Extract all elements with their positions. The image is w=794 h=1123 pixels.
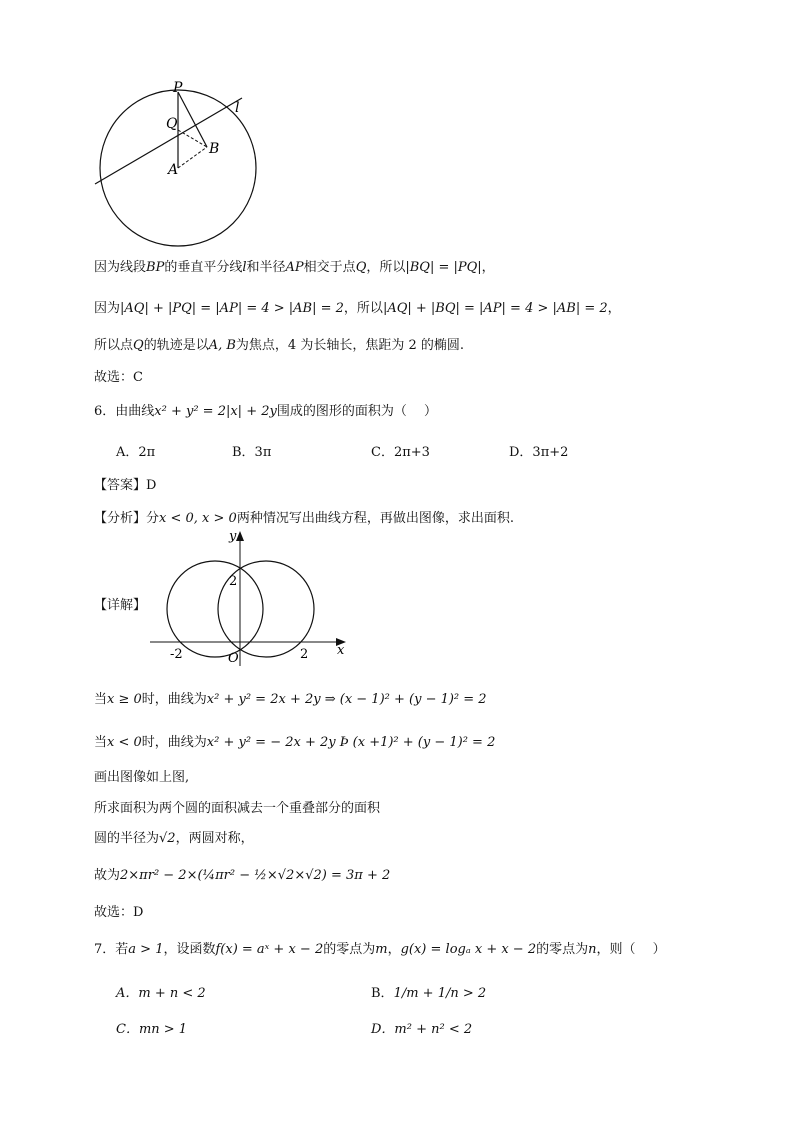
q7-option-a: A．m + n < 2	[116, 986, 206, 1001]
q5-answer: 故选：C	[94, 370, 143, 385]
q7-option-d: D．m² + n² < 2	[371, 1022, 473, 1037]
label-x: x	[337, 643, 345, 658]
label-y: y	[229, 529, 237, 544]
q6-draw-line: 画出图像如上图,	[94, 770, 190, 785]
q6-option-c: C．2π+3	[371, 445, 430, 460]
q7-option-c: C．mn > 1	[116, 1022, 188, 1037]
y-axis-arrow-icon	[236, 531, 244, 541]
q5-line-3: 所以点Q的轨迹是以A, B为焦点，4 为长轴长，焦距为 2 的椭圆.	[94, 338, 464, 353]
q6-result-line: 故为2×πr² − 2×(¼πr² − ½×√2×√2) = 3π + 2	[94, 868, 391, 883]
q6-stem: 6．由曲线x² + y² = 2|x| + 2y围成的图形的面积为（ ）	[94, 404, 437, 419]
two-circle-graph	[148, 528, 358, 668]
label-O: O	[228, 651, 239, 666]
q6-final-answer: 故选：D	[94, 905, 144, 920]
q6-radius-line: 圆的半径为√2，两圆对称，	[94, 831, 254, 846]
label-2-right: 2	[300, 647, 309, 662]
label-neg2: -2	[170, 647, 183, 662]
q6-answer: 【答案】D	[94, 478, 157, 493]
label-B: B	[209, 141, 220, 157]
label-l: l	[235, 100, 240, 116]
q6-option-b: B．3π	[232, 445, 272, 460]
q7-stem: 7．若a > 1，设函数f(x) = aˣ + x − 2的零点为m，g(x) = logₐ x + x − 2的零点为n，则（ ）	[94, 942, 666, 957]
left-circle	[167, 561, 263, 657]
label-A: A	[168, 162, 179, 178]
label-2-top: 2	[229, 574, 238, 589]
q6-option-a: A．2π	[116, 445, 156, 460]
q5-line-2: 因为|AQ| + |PQ| = |AP| = 4 > |AB| = 2，所以|AQ| + |BQ| = |AP| = 4 > |AB| = 2，	[94, 301, 621, 316]
q6-case-1: 当x ≥ 0时，曲线为x² + y² = 2x + 2y ⇒ (x − 1)² + (y − 1)² = 2	[94, 692, 487, 707]
q6-area-line: 所求面积为两个圆的面积减去一个重叠部分的面积	[94, 801, 381, 816]
q6-analysis: 【分析】分x < 0, x > 0两种情况写出曲线方程，再做出图像，求出面积.	[94, 511, 514, 526]
q6-option-d: D．3π+2	[509, 445, 569, 460]
q6-case-2: 当x < 0时，曲线为x² + y² = − 2x + 2y Þ (x +1)² + (y − 1)² = 2	[94, 735, 496, 750]
label-Q: Q	[166, 116, 178, 132]
q6-detail-tag: 【详解】	[94, 598, 147, 613]
q7-option-b: B．1/m + 1/n > 2	[371, 986, 487, 1001]
label-P: P	[173, 80, 183, 96]
ellipse-locus-figure	[90, 80, 260, 250]
segment-AB	[178, 147, 207, 168]
q5-line-1: 因为线段BP的垂直平分线l和半径AP相交于点Q，所以|BQ| = |PQ|，	[94, 260, 495, 275]
